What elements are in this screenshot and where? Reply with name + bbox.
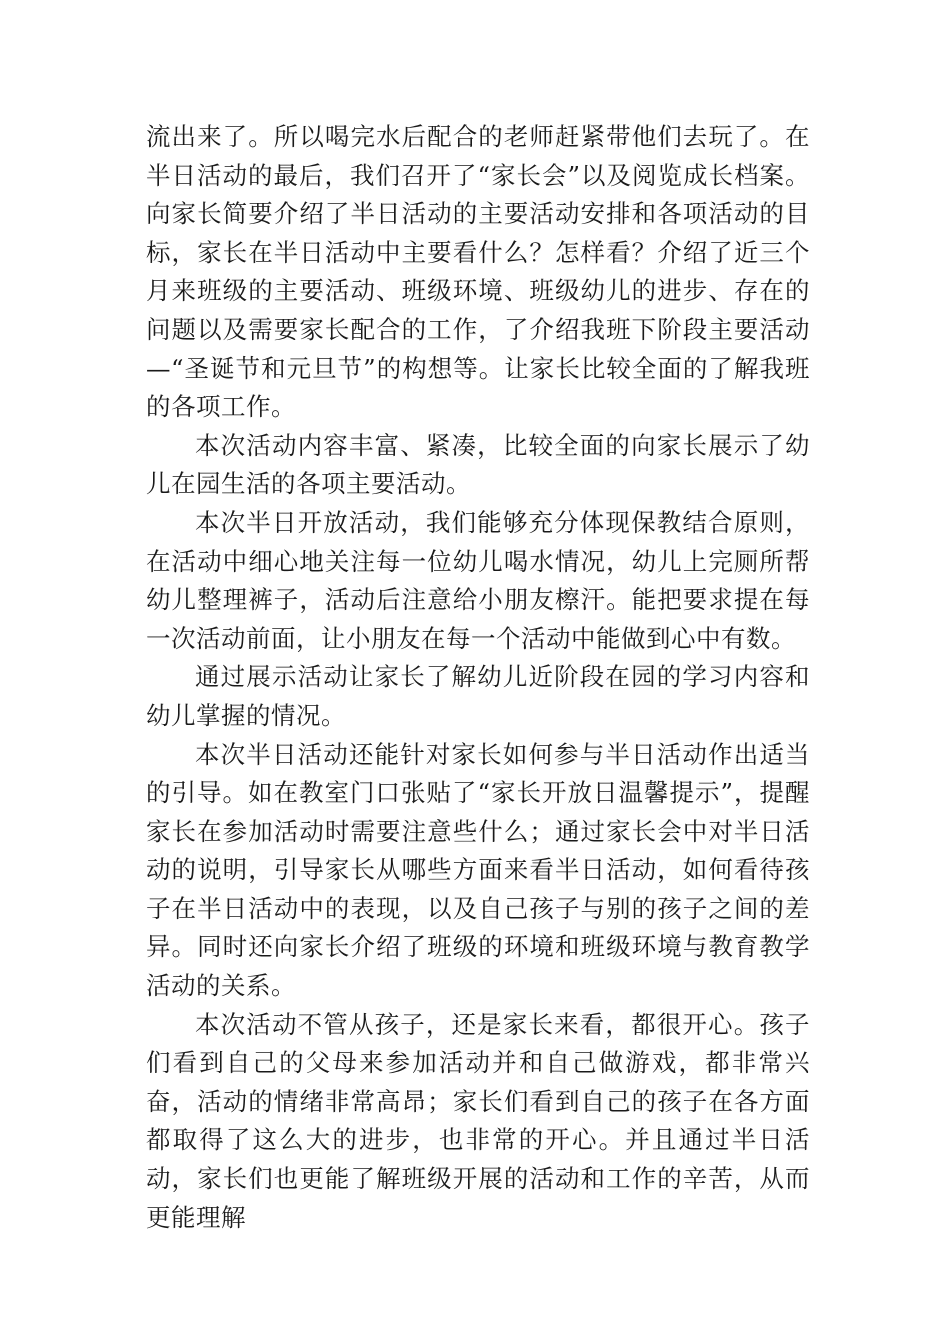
- paragraph-activity-content: 本次活动内容丰富、紧凑，比较全面的向家长展示了幼儿在园生活的各项主要活动。: [146, 430, 810, 499]
- paragraph-continuation: 流出来了。所以喝完水后配合的老师赶紧带他们去玩了。在半日活动的最后，我们召开了“家长会”以及阅览成长档案。向家长简要介绍了半日活动的主要活动安排和各项活动的目标，家长在半日活动中主要看什么？怎样看？介绍了近三个月来班级的主要活动、班级环境、班级幼儿的进步、存在的问题以及需要家长配合的工作，了介绍我班下阶段主要活动—“圣诞节和元旦节”的构想等。让家长比较全面的了解我班的各项工作。: [146, 122, 810, 422]
- document-body: [146, 118, 810, 1237]
- paragraph-care-education: 本次半日开放活动，我们能够充分体现保教结合原则，在活动中细心地关注每一位幼儿喝水情况，幼儿上完厕所帮幼儿整理裤子，活动后注意给小朋友檫汗。能把要求提在每一次活动前面，让小朋友在每一个活动中能做到心中有数。: [146, 507, 810, 653]
- paragraph-showcase: 通过展示活动让家长了解幼儿近阶段在园的学习内容和幼儿掌握的情况。: [146, 662, 810, 730]
- paragraph-happy-outcome: 本次活动不管从孩子，还是家长来看，都很开心。孩子们看到自己的父母来参加活动并和自己做游戏，都非常兴奋，活动的情绪非常高昂；家长们看到自己的孩子在各方面都取得了这么大的进步，也非常的开心。并且通过半日活动，家长们也更能了解班级开展的活动和工作的辛苦，从而更能理解: [146, 1009, 810, 1232]
- paragraph-parent-guidance: 本次半日活动还能针对家长如何参与半日活动作出适当的引导。如在教室门口张贴了“家长开放日温馨提示”，提醒家长在参加活动时需要注意些什么；通过家长会中对半日活动的说明，引导家长从哪些方面来看半日活动，如何看待孩子在半日活动中的表现，以及自己孩子与别的孩子之间的差异。同时还向家长介绍了班级的环境和班级环境与教育教学活动的关系。: [146, 739, 810, 1001]
